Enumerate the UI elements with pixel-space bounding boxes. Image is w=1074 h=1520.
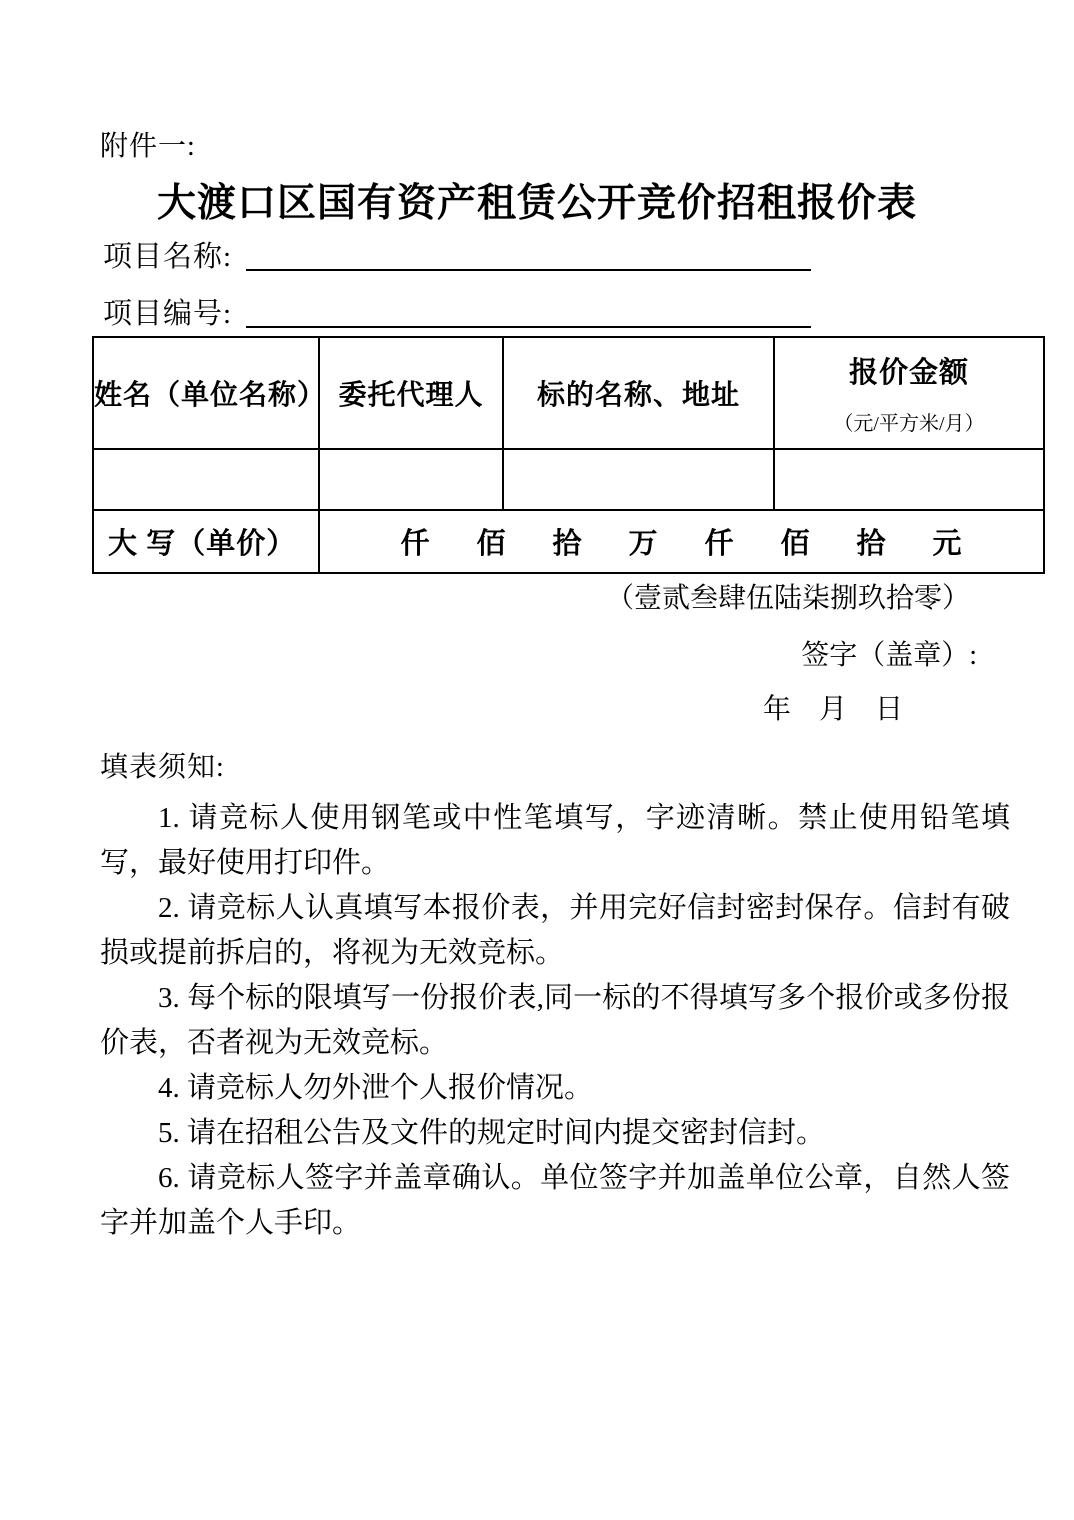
unit-thousand-2: 仟 [704,528,735,560]
unit-yuan: 元 [932,528,963,560]
attachment-label: 附件一: [100,131,196,162]
price-amount-cell [774,449,1044,510]
project-name-label: 项目名称: [103,241,233,273]
note-item-5: 5. 请在招租公告及文件的规定时间内提交密封信封。 [158,1117,826,1149]
header-bidder-name: 姓名（单位名称） [93,337,319,449]
header-agent: 委托代理人 [319,337,503,449]
unit-ten-2: 拾 [856,528,887,560]
unit-ten: 拾 [552,528,583,560]
capital-units [320,521,1043,562]
page-title: 大渡口区国有资产租赁公开竞价招租报价表 [156,182,917,225]
header-subject: 标的名称、地址 [503,337,774,449]
note-item-1: 1. 请竞标人使用钢笔或中性笔填写，字迹清晰。禁止使用铅笔填写，最好使用打印件。 [100,802,1010,879]
project-number-field [103,291,811,332]
price-unit-label: （元/平方米/月） [833,413,985,435]
capital-price-row [93,510,1044,573]
note-item-6: 6. 请竞标人签字并盖章确认。单位签字并加盖单位公章，自然人签字并加盖个人手印。 [100,1162,1010,1239]
header-price-amount [774,337,1044,449]
table-header-row [93,337,1044,449]
signature-seal-label: 签字（盖章）: [801,640,977,671]
capital-digits-reference: （壹贰叁肆伍陆柒捌玖拾零） [605,583,970,614]
date-label: 年 月 日 [762,694,903,725]
project-name-blank-line [246,269,811,271]
notes-list [100,796,1010,1246]
agent-cell [319,449,503,510]
note-item-2: 2. 请竞标人认真填写本报价表，并用完好信封密封保存。信封有破损或提前拆启的，将视为无效竞标。 [100,892,1010,969]
capital-price-label: 大 写（单价） [93,510,319,573]
project-number-blank-line [246,326,811,328]
bidder-name-cell [93,449,319,510]
unit-thousand: 仟 [400,528,431,560]
unit-tenthousand: 万 [628,528,659,560]
notes-title: 填表须知: [100,752,225,783]
note-item-4: 4. 请竞标人勿外泄个人报价情况。 [158,1072,594,1104]
note-item-3: 3. 每个标的限填写一份报价表,同一标的不得填写多个报价或多份报价表，否者视为无效竞标。 [100,982,1010,1059]
unit-hundred: 佰 [476,528,507,560]
project-number-label: 项目编号: [103,298,233,330]
capital-units-cell [319,510,1044,573]
project-name-field [103,234,811,275]
price-amount-label: 报价金额 [848,357,969,389]
subject-cell [503,449,774,510]
table-entry-row [93,449,1044,510]
quote-table [92,336,1045,574]
unit-hundred-2: 佰 [780,528,811,560]
